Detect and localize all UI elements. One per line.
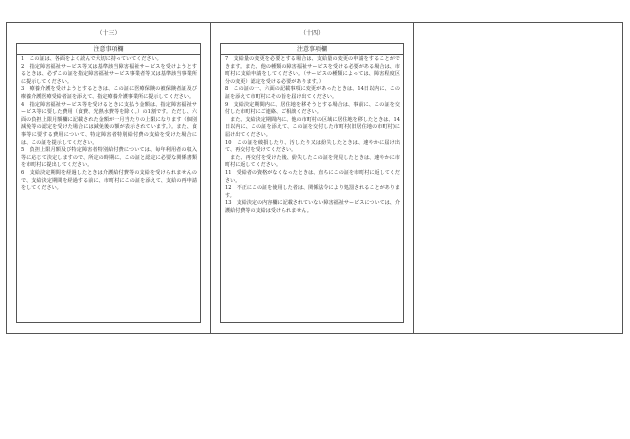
- note-item: 3 療養介護を受けようとするときは、この証に医療保険の被保険者証及び療養介護医療受給者証を添えて、指定療養介護事業所に提示してください。: [21, 86, 197, 100]
- notes-panel: [220, 43, 404, 323]
- section-number: （十三）: [96, 30, 121, 37]
- note-item: 11 受給者の資格がなくなったときは、直ちにこの証を市町村に返してください。: [225, 169, 400, 184]
- certificate-frame: [6, 22, 623, 334]
- note-item: 8 この証の一、六面の記載事項に変更があったときは、14日以内に、この証を添えて市町村にその旨を届け出てください。: [225, 86, 400, 100]
- note-item: 7 支給量の変更を必要とする場合は、支給量の変更の申請をすることができます。また、他の種類の障害福祉サービスを受ける必要がある場合は、市町村に支給申請をしてください。（サービスの種類によっては、障害程度区分の変更）認定を受ける必要があります。）: [225, 56, 400, 85]
- note-item: 9 支給決定期間内に、居住地を移そうとする場合は、事前に、この証を交付した市町村にご連絡、ご相談ください。: [225, 101, 400, 116]
- notes-body: [17, 55, 200, 193]
- notes-heading: 注意事項欄: [17, 44, 200, 55]
- notes-heading: 注意事項欄: [221, 44, 403, 55]
- note-item: 13 支給決定の内容欄に記載されていない障害福祉サービスについては、介護給付費等の支給は受けられません。: [225, 200, 400, 214]
- note-item: また、再交付を受けた後、紛失したこの証を発見したときは、速やかに市町村に返してください。: [225, 154, 400, 169]
- section-14: [210, 23, 413, 333]
- note-item: また、支給決定期間内に、他の市町村の区域に居住地を移したときは、14日以内に、この証を添えて、この証を交付した市町村(旧居住地の市町村)に届け出てください。: [225, 116, 400, 138]
- section-number: （十四）: [299, 30, 324, 37]
- section-13: [7, 23, 210, 333]
- note-item: 10 この証を破損したり、汚したり又は紛失したときは、速やかに届け出て、再交付を受けてください。: [225, 139, 400, 154]
- notes-body: [221, 55, 403, 215]
- blank-section: [413, 23, 624, 333]
- note-item: 6 支給決定期間を経過したときは介護給付費等の支給を受けられませんので、支給決定期間を経過する前に、市町村にこの証を添えて、支給の再申請をしてください。: [21, 169, 197, 192]
- note-item: 4 指定障害福祉サービス等を受けるときに支払う金額は、指定障害福祉サービス等に要した費用（食費、光熱水費等を除く。）の1割です。ただし、六面の負担上限月額欄に記載された金額が一月当たりの上限になります（個別減免等の認定を受けた場合には減免後の額が表示されています。）。また、食事等に要する費用について、特定障害者特別給付費の支給を受けた場合には、この証を提示してください。: [21, 101, 197, 146]
- note-item: 5 負担上限月額及び特定障害者特別給付費については、毎年利用者の収入等に応じて決定しますので、所定の時期に、この証と認定に必要な関係書類を市町村に提出してください。: [21, 147, 197, 169]
- notes-panel: [16, 43, 201, 323]
- note-item: 12 不正にこの証を使用した者は、関係法令により処罰されることがあります。: [225, 185, 400, 199]
- note-item: 2 指定障害福祉サービス等又は基準該当障害福祉サービスを受けようとするときは、必ずこの証を指定障害福祉サービス事業者等又は基準該当事業所に提示してください。: [21, 63, 197, 85]
- note-item: 1 この証は、各面をよく読んで大切に持っていてください。: [21, 56, 162, 62]
